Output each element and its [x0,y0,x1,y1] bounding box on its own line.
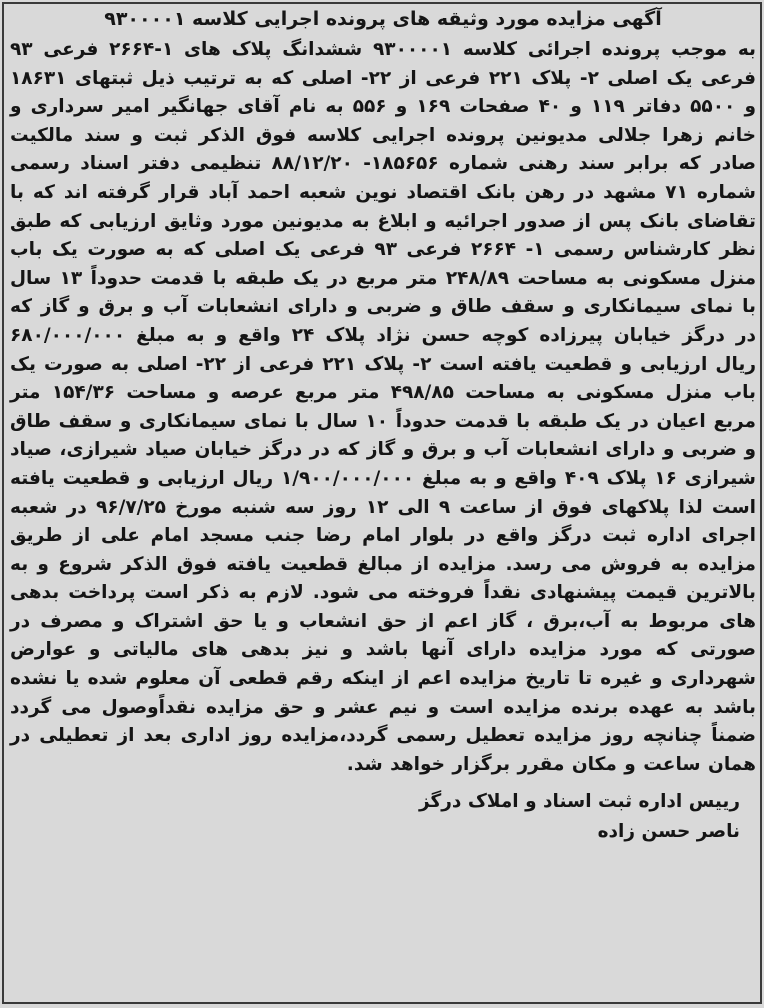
notice-body: به موجب پرونده اجرائی کلاسه ۹۳۰۰۰۰۱ ششدانگ پلاک های ۱-۲۶۶۴ فرعی ۹۳ فرعی یک اصلی ۲- پلاک ۲۲۱ فرعی از ۲۲- اصلی که به ترتیب ذیل ثبتهای ۱۸۶۳۱ و ۵۵۰۰ دفاتر ۱۱۹ و ۴۰ صفحات ۱۶۹ و ۵۵۶ به نام آقای جهانگیر امیر سرداری و خانم زهرا جلالی مدیونین پرونده اجرایی کلاسه فوق الذکر ثبت و سند مالکیت صادر که برابر سند رهنی شماره ۱۸۵۶۵۶- ۸۸/۱۲/۲۰ تنظیمی دفتر اسناد رسمی شماره ۷۱ مشهد در رهن بانک اقتصاد نوین شعبه احمد آباد قرار گرفته اند که با تقاضای بانک پس از صدور اجرائیه و ابلاغ به مدیونین مورد وثایق ارزیابی که طبق نظر کارشناس رسمی ۱- ۲۶۶۴ فرعی ۹۳ فرعی یک اصلی که به صورت یک باب منزل مسکونی به مساحت ۲۴۸/۸۹ متر مربع در یک طبقه با قدمت حدوداً ۱۳ سال با نمای سیمانکاری و سقف طاق و ضربی و دارای انشعابات آب و برق و گاز که در درگز خیابان پیرزاده کوچه حسن نژاد پلاک ۲۴ واقع و به مبلغ ۶۸۰/۰۰۰/۰۰۰ ریال ارزیابی و قطعیت یافته است ۲- پلاک ۲۲۱ فرعی از ۲۲- اصلی به صورت یک باب منزل مسکونی به مساحت ۴۹۸/۸۵ متر مربع عرصه و مساحت ۱۵۴/۳۶ متر مربع اعیان در یک طبقه با قدمت حدوداً ۱۰ سال با نمای سیمانکاری و سقف طاق و ضربی و دارای انشعابات آب و برق و گاز که در درگز خیابان صیاد شیرازی، صیاد شیرازی ۱۶ پلاک ۴۰۹ واقع و به مبلغ ۱/۹۰۰/۰۰۰/۰۰۰ ریال ارزیابی و قطعیت یافته است لذا پلاکهای فوق از ساعت ۹ الی ۱۲ روز سه شنبه مورخ ۹۶/۷/۲۵ در شعبه اجرای اداره ثبت درگز واقع در بلوار امام رضا جنب مسجد امام علی از طریق مزایده به فروش می رسد. مزایده از مبالغ قطعیت یافته فوق الذکر شروع و به بالاترین قیمت پیشنهادی نقداً فروخته می شود. لازم به ذکر است پرداخت بدهی های مربوط به آب،برق ، گاز اعم از حق انشعاب و یا حق اشتراک و مصرف در صورتی که مورد مزایده دارای آنها باشد و نیز بدهی های مالیاتی و عوارض شهرداری و غیره تا تاریخ مزایده اعم از اینکه رقم قطعی آن معلوم شده یا نشده باشد به عهده برنده مزایده است و نیم عشر و حق مزایده نقداًوصول می گردد ضمناً چنانچه روز مزایده تعطیل رسمی گردد،مزایده روز اداری بعد از تعطیلی در همان ساعت و مکان مقرر برگزار خواهد شد. [10,39,757,775]
signature-block [8,787,758,847]
signature-name: ناصر حسن زاده [597,821,740,843]
signature-title: رییس اداره ثبت اسناد و املاک درگز [419,791,740,813]
notice-title: آگهی مزایده مورد وثیقه های پرونده اجرایی کلاسه ۹۳۰۰۰۰۱ [104,8,662,30]
